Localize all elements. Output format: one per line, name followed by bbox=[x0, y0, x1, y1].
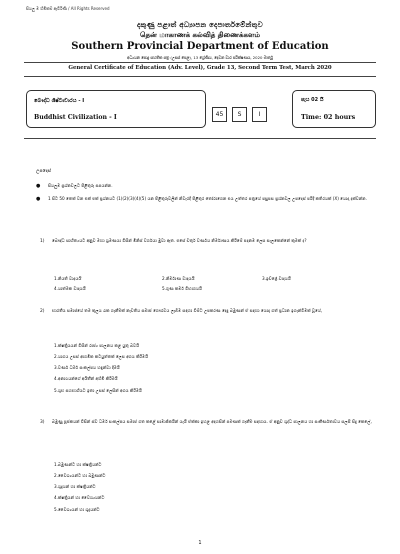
subject-name-english: Buddhist Civilization - I bbox=[34, 114, 117, 121]
question-number: 1) bbox=[40, 239, 45, 244]
instruction-item: 1 සිට 50 තෙක් වන එක් එක් ප්‍රශ්නයට (1)(2)(3)(4)(5) යන පිළිතුරුවලින් නිවැරදි පිළිතුර තෝරාගෙන එය උත්තර පත්‍රයේ පසුපස ප්‍රශ්නවල උපදෙස් පරිදි කතිරයක් (X) යොදා දක්වන්න. bbox=[48, 196, 368, 201]
instructions-title: උපදෙස් bbox=[36, 169, 52, 174]
answer-option: 2.වෛශ්‍යයන්ට හා බමුණන්ට bbox=[54, 473, 106, 478]
ministry-name-sinhala: දකුණු පළාත් අධ්‍යාපන දෙපාර්තමේන්තුව bbox=[137, 20, 263, 29]
subject-code-box: I bbox=[252, 107, 267, 122]
answer-option: 3.වර්ණ ධර්ම සංකල්පය හඳුන්වා දීමයි bbox=[54, 365, 120, 370]
time-english: Time: 02 hours bbox=[301, 113, 356, 121]
bullet-icon: ● bbox=[36, 196, 41, 202]
question-text: බෞද්ධ සාහිත්‍යයට අනුව මහා ශ්‍රමණයා විසින් මිනිස් වර්ගයා මුවා ඇත. එසේ චතුර් වර්ණය නිර්මාණය කිරීමේ පදනම ලෙස සැලකෙන්නේ කුමක් ද? bbox=[52, 238, 307, 243]
subject-code-box: 45 bbox=[212, 107, 227, 122]
subject-code-box: S bbox=[232, 107, 247, 122]
exam-title-english: General Certificate of Education (Adv. Level), Grade 13, Second Term Test, March 2020 bbox=[68, 65, 332, 71]
answer-option: 5.ශුභ සහභාගියට ඉතා උසස් ලෙසින් අගය කිරීමයි bbox=[54, 388, 142, 393]
rights-notice: සියලු ම හිමිකම් ඇවිරිණි / All Rights Reserved bbox=[26, 6, 110, 11]
answer-option: 3.ඉච්ඡ්‍රේ වාදයයි bbox=[262, 276, 291, 281]
exam-title-sinhala: අධ්‍යයන පොදු සහතික පත්‍ර (උසස් පෙළ), 13 ශ්‍රේණිය, දෙවන වාර පරීක්ෂණය, 2020 මාර්තු bbox=[127, 55, 273, 60]
subject-name-sinhala: බෞද්ධ ශිෂ්ටාචාරය - I bbox=[34, 98, 85, 104]
answer-option: 2.නිර්මාණ වාදයයි bbox=[162, 276, 195, 281]
ministry-name-english: Southern Provincial Department of Education bbox=[71, 41, 329, 52]
question-text: බමුණු පූජකයන් විසින් ස්ව ධර්ම සංකල්පය සමාජ ගත කළේ සාමාජිකයින් යැයි ඒක්කා ඉහළ අදහසින් පමණක් ගෑනීම සඳහාය. ඒ අනුව ශුද්ධ පාලනය හා සංකීර්ණතාවය සලසී සිදු කෙලේ, bbox=[52, 419, 372, 424]
section-divider bbox=[24, 138, 376, 139]
time-sinhala: පැය 02 යි bbox=[301, 97, 324, 103]
question-number: 2) bbox=[40, 309, 45, 314]
page-number: 1 bbox=[198, 540, 202, 546]
subject-box bbox=[26, 90, 206, 128]
answer-option: 5.වෛශ්‍යයන් හා ශුද්‍රයන්ට bbox=[54, 507, 100, 512]
question-text: භාරතීය සමාජයේ තම කුලය රැක ගැනීමක් නැවතිය සමාජ ගෞරවය ලැබීම සඳහා වීම්ට උපකරණ දෙදු බමුණන් ඒ සඳහා යොදා ගත් ප්‍රධාන ඉගැන්වීමක් වූයේ, bbox=[52, 308, 323, 313]
answer-option: 4.ක්ෂත්‍රියන් හා වෛශ්‍යයන්ට bbox=[54, 495, 105, 500]
answer-option: 2.යාගය උසස් ආගමික කටයුත්තක් ලෙස අගය කිරීමයි bbox=[54, 354, 149, 359]
ministry-name-tamil: தென் மாகாணக் கல்வித் திணைக்களம் bbox=[140, 31, 260, 39]
answer-option: 5.ගුණ කර්ම විභාගයයි bbox=[162, 286, 202, 291]
answer-option: 3.ශුද්‍රයන් හා ක්ෂත්‍රියන්ට bbox=[54, 484, 96, 489]
answer-option: 1.ක්ෂත්‍රියයන් විසින් රාජ්‍ය පාලනය කළ යුතු බවයි bbox=[54, 343, 140, 348]
time-box bbox=[292, 90, 376, 128]
answer-option: 4.අනාථයන්ගේ අයිතීන් අහිමි කිරීමයි bbox=[54, 376, 118, 381]
question-number: 3) bbox=[40, 420, 45, 425]
bullet-icon: ● bbox=[36, 183, 41, 189]
answer-option: 1.බමුණන්ට හා ක්ෂත්‍රියන්ට bbox=[54, 462, 102, 467]
instruction-item: සියලුම ප්‍රශ්නවලට පිළිතුරු සපයන්න. bbox=[48, 183, 113, 188]
header-divider bbox=[24, 62, 376, 63]
answer-option: 1.නියති වාදයයි bbox=[54, 276, 82, 281]
answer-option: 4.යාත්මක වාදයයි bbox=[54, 286, 86, 291]
header-divider-bottom bbox=[24, 76, 376, 77]
